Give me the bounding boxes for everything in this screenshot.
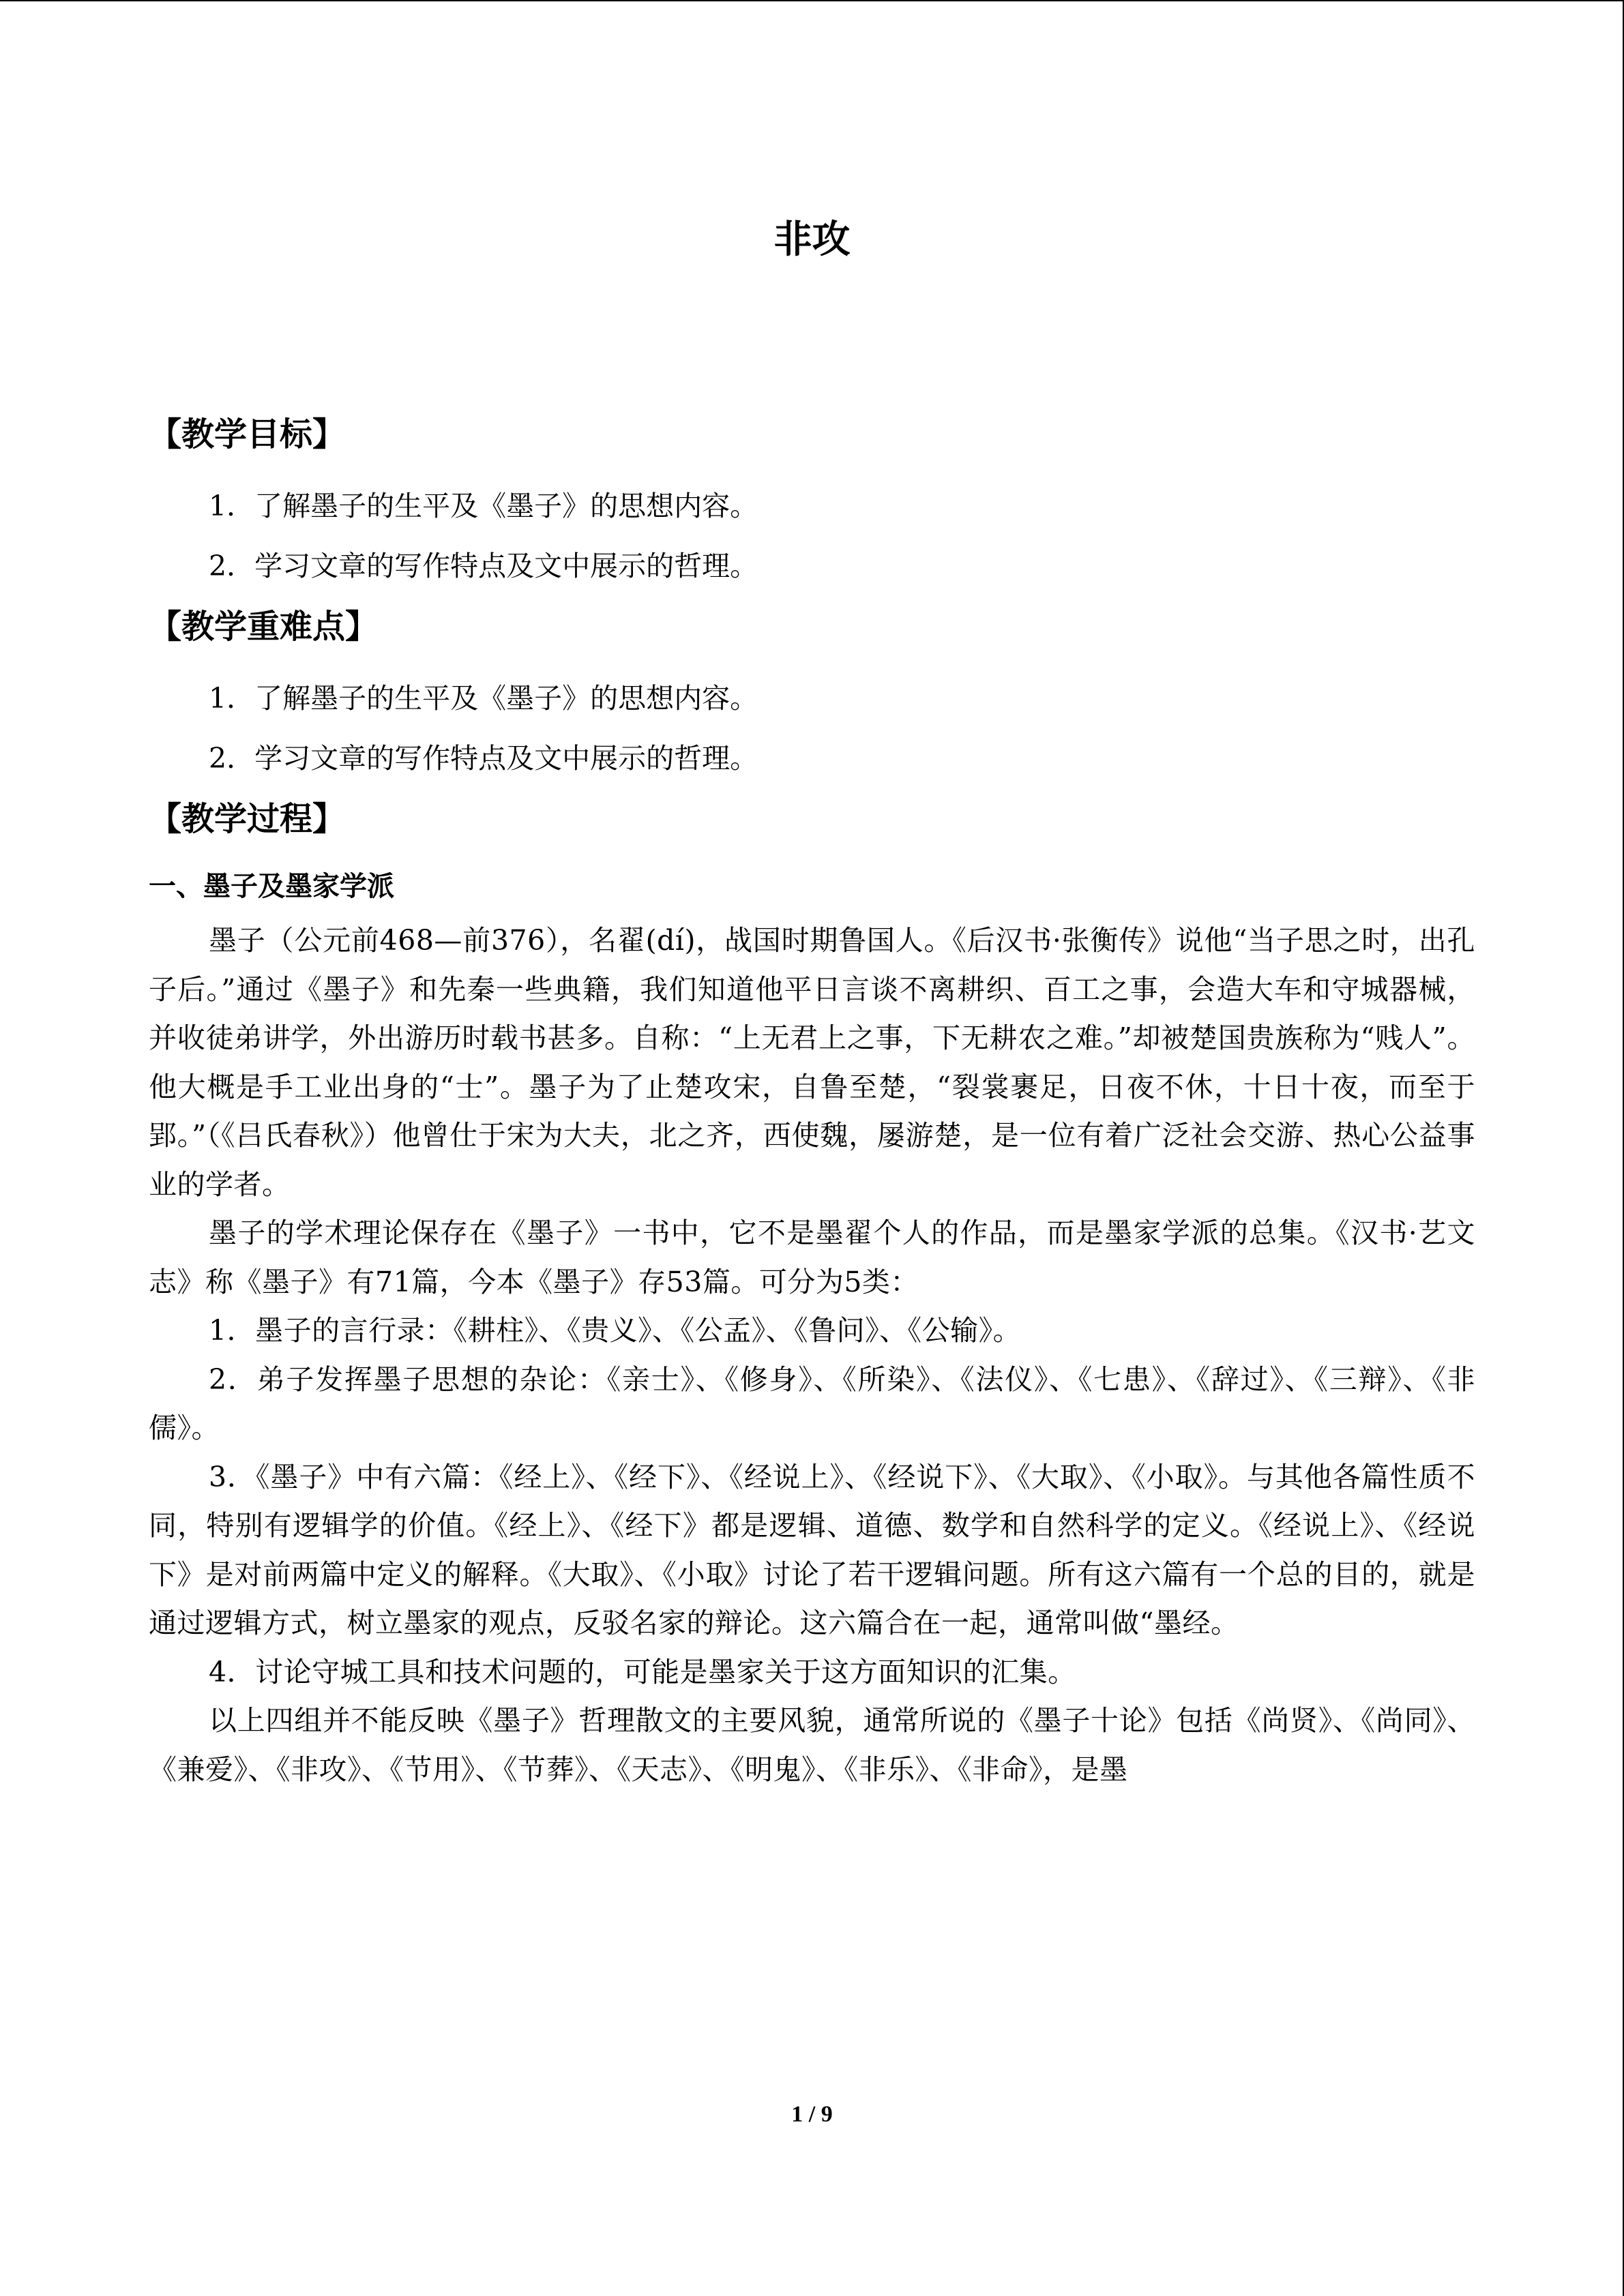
- body-paragraph: 2．弟子发挥墨子思想的杂论：《亲士》、《修身》、《所染》、《法仪》、《七患》、《辞过》、《三辩》、《非儒》。: [149, 1362, 1475, 1444]
- process-heading: 【教学过程】: [149, 800, 346, 838]
- body-paragraph: 以上四组并不能反映《墨子》哲理散文的主要风貌，通常所说的《墨子十论》包括《尚贤》、《尚同》、《兼爱》、《非攻》、《节用》、《节葬》、《天志》、《明鬼》、《非乐》、《非命》，是墨: [149, 1704, 1475, 1786]
- key-point-item: 1．了解墨子的生平及《墨子》的思想内容。: [209, 682, 758, 715]
- document-title: 非攻: [773, 218, 851, 262]
- body-paragraph: 4．讨论守城工具和技术问题的，可能是墨家关于这方面知识的汇集。: [209, 1655, 1076, 1688]
- subsection-heading: 一、墨子及墨家学派: [149, 871, 394, 902]
- title-spacer: [149, 274, 1475, 404]
- key-point-item: 2．学习文章的写作特点及文中展示的哲理。: [209, 742, 758, 775]
- spacer: [149, 657, 1475, 668]
- key-points-heading: 【教学重难点】: [149, 608, 379, 646]
- goals-heading: 【教学目标】: [149, 415, 346, 453]
- spacer: [149, 465, 1475, 476]
- page-number: 1 / 9: [791, 2102, 833, 2127]
- body-paragraph: 墨子的学术理论保存在《墨子》一书中，它不是墨翟个人的作品，而是墨家学派的总集。《汉书·艺文志》称《墨子》有71篇，今本《墨子》存53篇。可分为5类：: [149, 1217, 1475, 1298]
- spacer: [149, 850, 1475, 856]
- body-paragraph: 1．墨子的言行录：《耕柱》、《贵义》、《公孟》、《鲁问》、《公输》。: [209, 1314, 1022, 1347]
- page-content: [149, 206, 1475, 1794]
- goal-item: 2．学习文章的写作特点及文中展示的哲理。: [209, 550, 758, 582]
- body-paragraph: 墨子（公元前468—前376），名翟(dí)，战国时期鲁国人。《后汉书·张衡传》说他“当子思之时，出孔子后。”通过《墨子》和先秦一些典籍，我们知道他平日言谈不离耕织、百工之事，会造大车和守城器械，并收徒弟讲学，外出游历时载书甚多。自称：“上无君上之事，下无耕农之难。”却被楚国贵族称为“贱人”。他大概是手工业出身的“士”。墨子为了止楚攻宋，自鲁至楚，“裂裳裹足，日夜不休，十日十夜，而至于郢。”（《吕氏春秋》）他曾仕于宋为大夫，北之齐，西使魏，屡游楚，是一位有着广泛社会交游、热心公益事业的学者。: [149, 924, 1475, 1201]
- body-paragraph: 3．《墨子》中有六篇：《经上》、《经下》、《经说上》、《经说下》、《大取》、《小取》。与其他各篇性质不同，特别有逻辑学的价值。《经上》、《经下》都是逻辑、道德、数学和自然科学的定义。《经说上》、《经说下》是对前两篇中定义的解释。《大取》、《小取》讨论了若干逻辑问题。所有这六篇有一个总的目的，就是通过逻辑方式，树立墨家的观点，反驳名家的辩论。这六篇合在一起，通常叫做“墨经。: [149, 1460, 1475, 1639]
- goal-item: 1．了解墨子的生平及《墨子》的思想内容。: [209, 490, 758, 522]
